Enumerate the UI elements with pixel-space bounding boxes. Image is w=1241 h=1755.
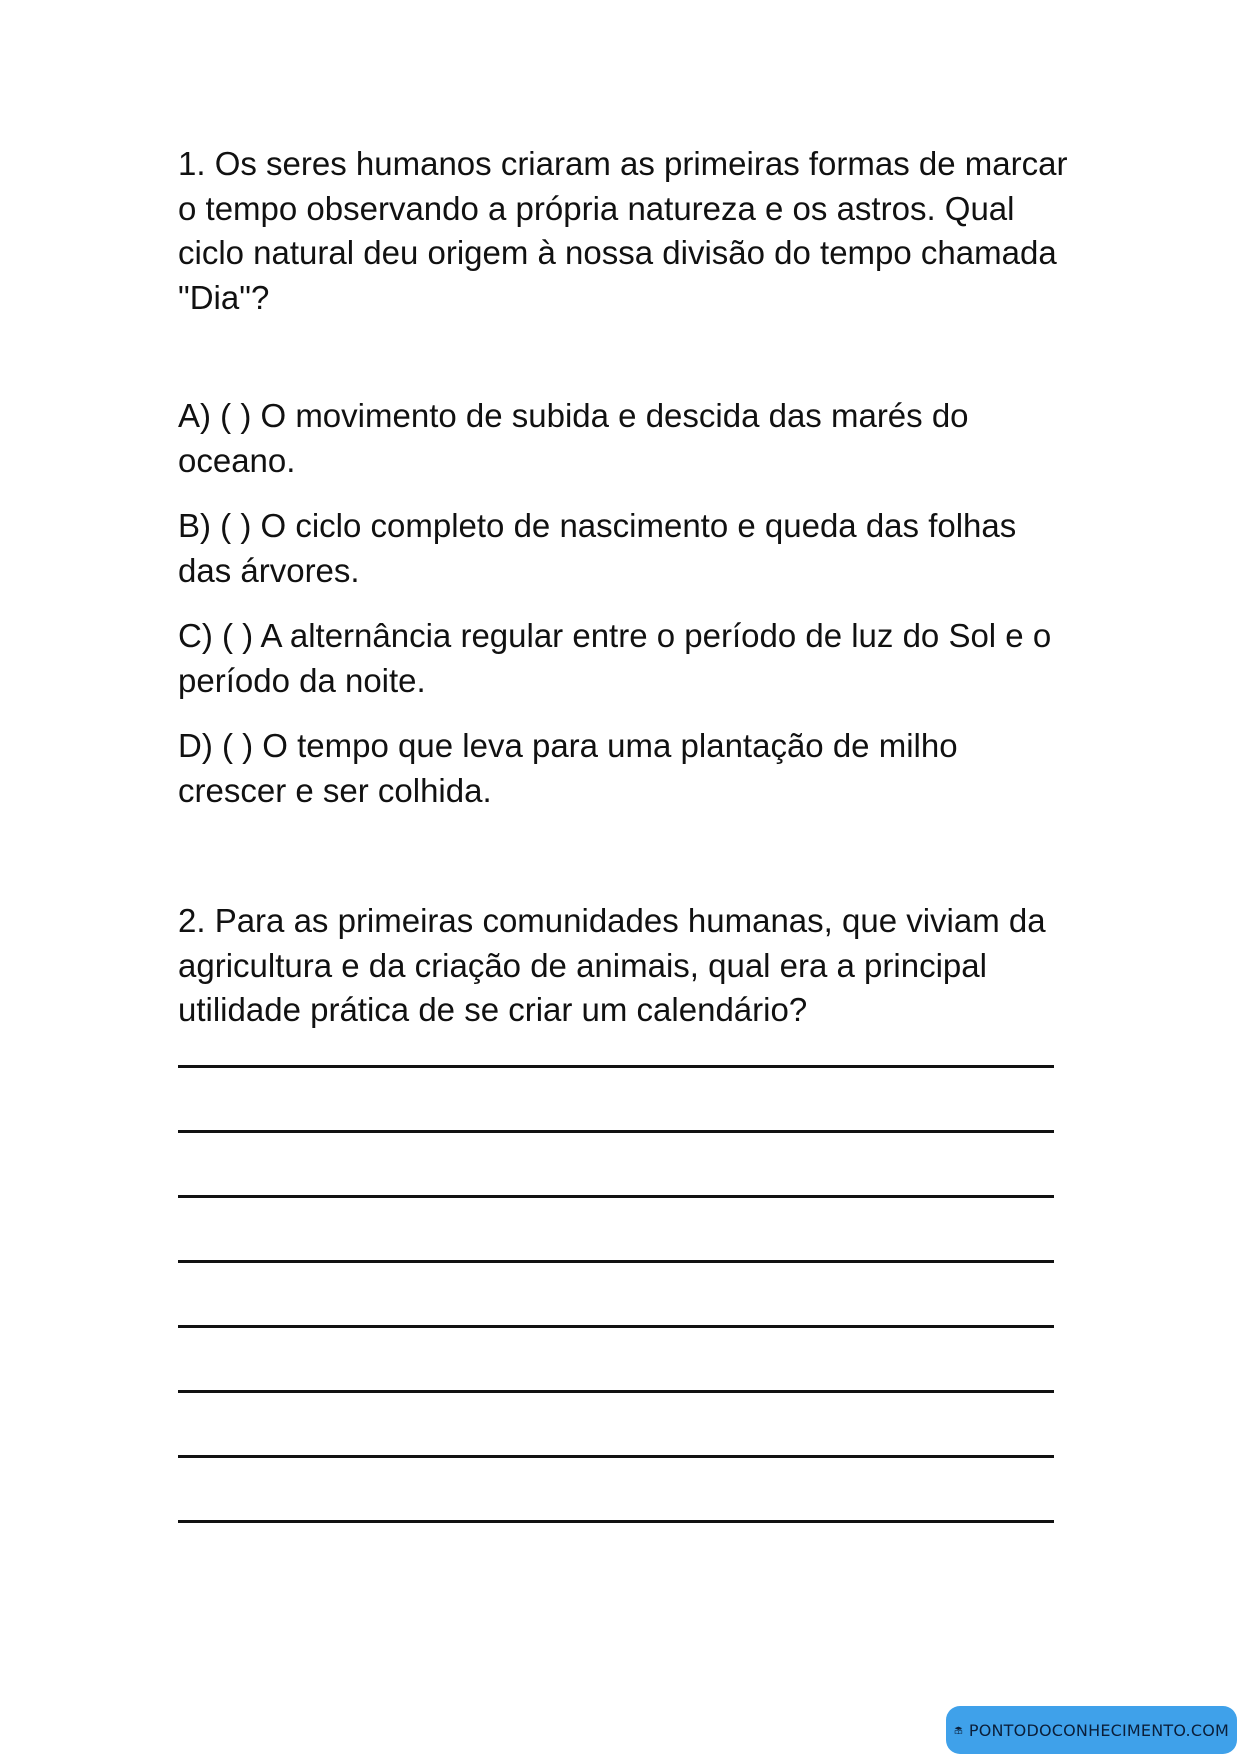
option-c: C) ( ) A alternância regular entre o período de luz do Sol e o período da noite. — [178, 617, 1052, 699]
answer-line — [178, 1260, 1054, 1263]
answer-line — [178, 1520, 1054, 1523]
question-1-options — [178, 394, 1068, 813]
worksheet — [178, 142, 1068, 1585]
answer-line — [178, 1195, 1054, 1198]
option-b: B) ( ) O ciclo completo de nascimento e queda das folhas das árvores. — [178, 507, 1017, 589]
answer-lines — [178, 1065, 1068, 1523]
question-2-text: 2. Para as primeiras comunidades humanas, que viviam da agricultura e da criação de animais, qual era a principal utilidade prática de se criar um calendário? — [178, 902, 1046, 1028]
answer-line — [178, 1130, 1054, 1133]
answer-line — [178, 1325, 1054, 1328]
graduation-book-icon — [954, 1718, 963, 1742]
option-a: A) ( ) O movimento de subida e descida das marés do oceano. — [178, 397, 969, 479]
option-d: D) ( ) O tempo que leva para uma plantação de milho crescer e ser colhida. — [178, 727, 958, 809]
answer-line — [178, 1065, 1054, 1068]
site-badge[interactable] — [946, 1706, 1237, 1754]
answer-line — [178, 1390, 1054, 1393]
question-1-text: 1. Os seres humanos criaram as primeiras formas de marcar o tempo observando a própria natureza e os astros. Qual ciclo natural deu origem à nossa divisão do tempo chamada "Dia"? — [178, 145, 1068, 316]
site-name: PONTODOCONHECIMENTO.COM — [968, 1720, 1229, 1740]
answer-line — [178, 1455, 1054, 1458]
